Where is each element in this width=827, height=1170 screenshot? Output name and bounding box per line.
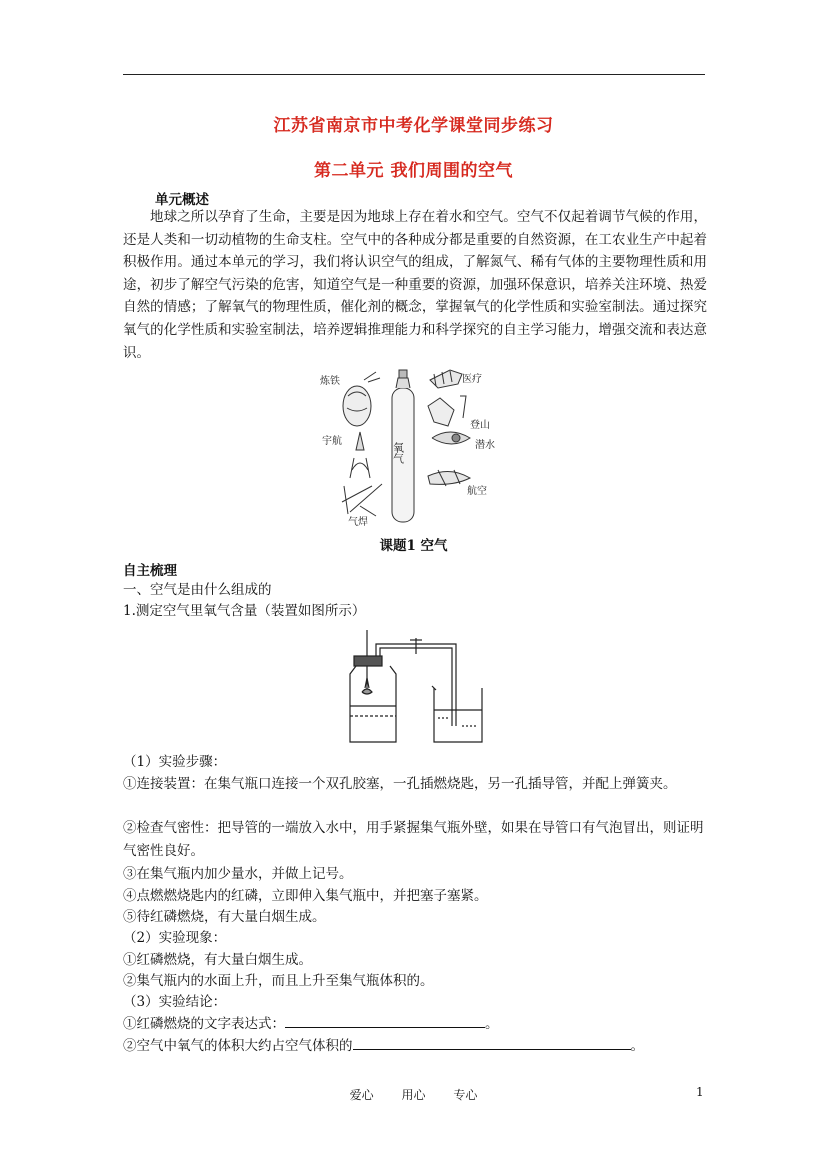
overview-heading: 单元概述 <box>155 192 209 208</box>
unit-title: 第二单元 我们周围的空气 <box>314 161 513 181</box>
phenomenon-1: ①红磷燃烧，有大量白烟生成。 <box>123 952 312 968</box>
overview-paragraph <box>123 206 707 364</box>
apparatus-figure <box>340 630 488 746</box>
header-rule <box>123 74 705 75</box>
label-climbing: 登山 <box>470 420 490 431</box>
label-aviation: 航空 <box>467 486 487 497</box>
answer-blank-2[interactable] <box>353 1035 631 1050</box>
conclusion-heading: （3）实验结论： <box>123 994 227 1010</box>
steps-heading: （1）实验步骤： <box>123 754 227 770</box>
step-2: ②检查气密性：把导管的一端放入水中，用手紧握集气瓶外壁，如果在导管口有气泡冒出，则证明气密性良好。 <box>123 820 704 859</box>
step-5: ⑤待红磷燃烧，有大量白烟生成。 <box>123 909 326 925</box>
overview-text: 地球之所以孕育了生命，主要是因为地球上存在着水和空气。空气不仅起着调节气候的作用，还是人类和一切动植物的生命支柱。空气中的各种成分都是重要的自然资源，在工农业生产中起着积极作用。通过本单元的学习，我们将认识空气的组成，了解氮气、稀有气体的主要物理性质和用途，初步了解空气污染的危害，知道空气是一种重要的资源，加强环保意识，培养关注环境、热爱自然的情感；了解氧气的物理性质，催化剂的概念，掌握氧气的化学性质和实验室制法。通过探究氧气的化学性质和实验室制法，培养逻辑推理能力和科学探究的自主学习能力，增强交流和表达意识。 <box>123 209 707 361</box>
step-3: ③在集气瓶内加少量水，并做上记号。 <box>123 866 353 882</box>
item-heading: 1.测定空气里氧气含量（装置如图所示） <box>123 603 366 619</box>
conclusion-2 <box>123 1034 707 1054</box>
label-aerospace: 宇航 <box>322 436 342 447</box>
page-number: 1 <box>696 1085 704 1099</box>
conclusion-1-text: ①红磷燃烧的文字表达式： <box>123 1016 285 1032</box>
conclusion-2-text: ②空气中氧气的体积大约占空气体积的 <box>123 1038 353 1054</box>
section-heading: 一、空气是由什么组成的 <box>123 582 272 598</box>
review-heading: 自主梳理 <box>123 563 177 579</box>
document-title: 江苏省南京市中考化学课堂同步练习 <box>273 116 554 136</box>
answer-blank-1[interactable] <box>285 1013 485 1028</box>
label-diving: 潜水 <box>475 440 495 451</box>
phenomena-heading: （2）实验现象： <box>123 930 227 946</box>
phenomenon-2: ②集气瓶内的水面上升，而且上升至集气瓶体积的。 <box>123 973 434 989</box>
conclusion-1-end: 。 <box>485 1016 499 1032</box>
step-1: ①连接装置：在集气瓶口连接一个双孔胶塞，一孔插燃烧匙，另一孔插导管，并配上弹簧夹。 <box>123 776 677 792</box>
label-welding: 气焊 <box>348 517 368 526</box>
oxygen-uses-figure <box>320 366 500 526</box>
footer-item: 爱心 <box>349 1088 374 1102</box>
footer-item: 专心 <box>453 1088 478 1102</box>
label-medical: 医疗 <box>462 374 482 385</box>
topic-caption: 课题1 空气 <box>379 538 448 554</box>
conclusion-2-end: 。 <box>630 1038 644 1054</box>
footer-item: 用心 <box>401 1088 426 1102</box>
cylinder-label-text: 氧气 <box>391 442 405 464</box>
conclusion-1 <box>123 1012 707 1032</box>
cylinder-label <box>392 441 405 465</box>
step-4: ④点燃燃烧匙内的红磷，立即伸入集气瓶中，并把塞子塞紧。 <box>123 888 488 904</box>
label-smelting: 炼铁 <box>320 376 340 387</box>
